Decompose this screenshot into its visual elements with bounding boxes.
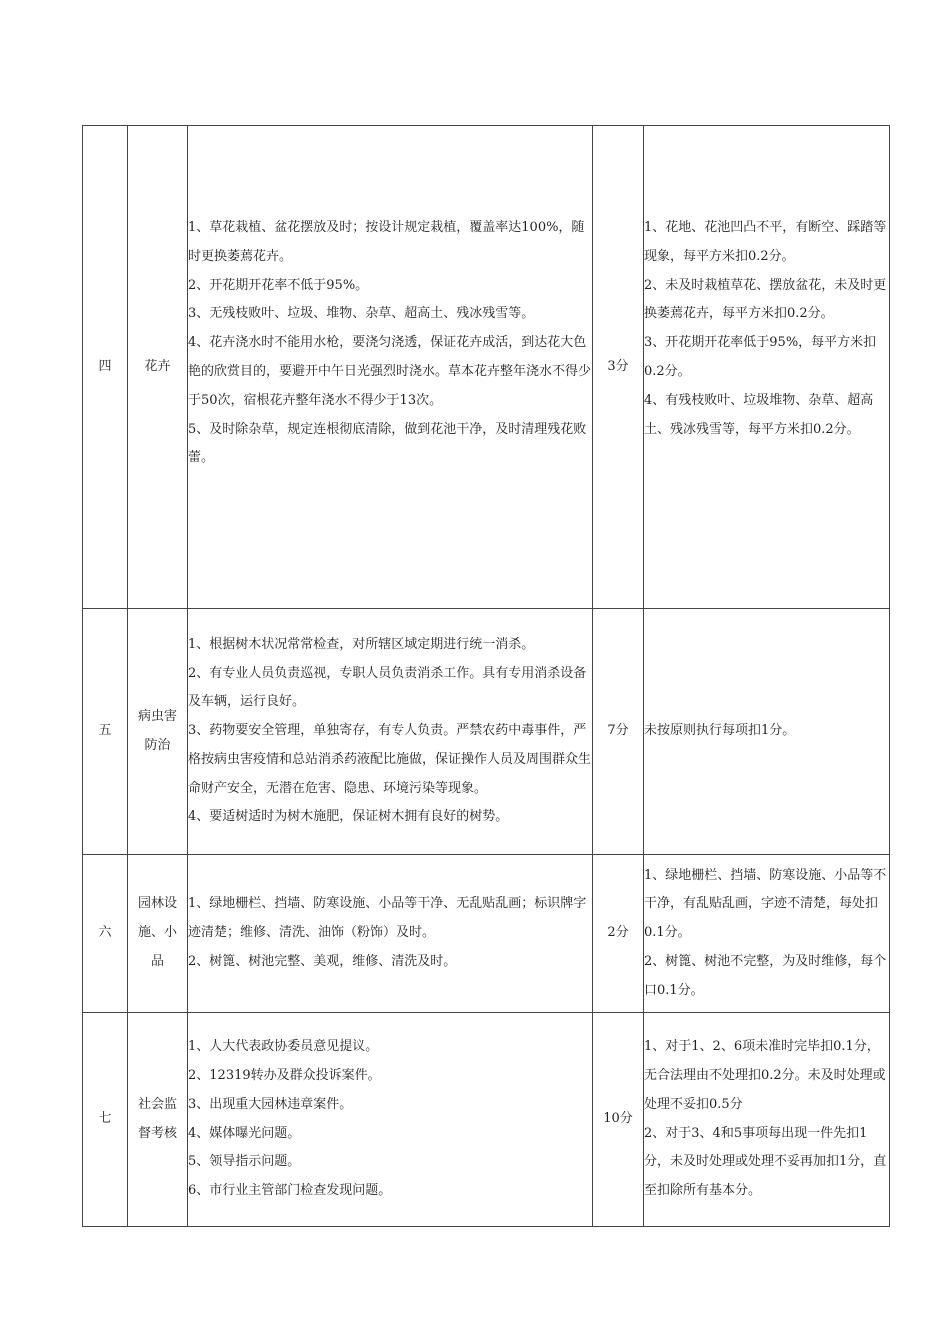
requirement-item: 6、市行业主管部门检查发现问题。: [188, 1183, 392, 1199]
row-category: 园林设 施、小 品: [128, 855, 188, 1013]
row-deductions: [644, 126, 890, 609]
row-number: 六: [83, 855, 128, 1013]
deduction-item: 2、未及时栽植草花、摆放盆花，未及时更换萎蔫花卉，每平方米扣0.2分。: [644, 277, 887, 322]
table-row: [83, 609, 890, 855]
requirement-item: 4、花卉浇水时不能用水枪，要浇匀浇透，保证花卉成活，到达花大色艳的欣赏目的，要避开中午日光强烈时浇水。草本花卉整年浇水不得少于50次，宿根花卉整年浇水不得少于13次。: [188, 335, 592, 408]
deduction-item: 未按原则执行每项扣1分。: [644, 723, 796, 739]
requirement-item: 1、人大代表政协委员意见提议。: [188, 1039, 379, 1055]
requirement-item: 1、草花栽植、盆花摆放及时；按设计规定栽植，覆盖率达100%，随时更换萎蔫花卉。: [188, 220, 585, 264]
row-requirements: [188, 609, 593, 855]
requirement-item: 3、出现重大园林违章案件。: [188, 1096, 353, 1112]
requirement-item: 2、开花期开花率不低于95%。: [188, 277, 369, 293]
deduction-item: 1、绿地栅栏、挡墙、防寒设施、小品等不干净，有乱贴乱画，字迹不清楚，每处扣0.1分。: [644, 867, 887, 941]
row-number: 七: [83, 1013, 128, 1227]
assessment-table: [82, 125, 890, 1227]
row-score: 3分: [593, 126, 644, 609]
row-deductions: [644, 1013, 890, 1227]
requirement-item: 3、药物要安全管理，单独寄存，有专人负责。严禁农药中毒事件，严格按病虫害疫情和总站消杀药液配比施做，保证操作人员及周围群众生命财产安全，无潜在危害、隐患、环境污染等现象。: [188, 723, 592, 796]
row-score: 2分: [593, 855, 644, 1013]
requirement-item: 2、树篦、树池完整、美观，维修、清洗及时。: [188, 953, 457, 969]
requirement-item: 2、12319转办及群众投诉案件。: [188, 1067, 381, 1083]
requirement-item: 1、根据树木状况常常检查，对所辖区域定期进行统一消杀。: [188, 636, 535, 652]
row-number: 四: [83, 126, 128, 609]
row-requirements: [188, 126, 593, 609]
requirement-item: 4、要适树适时为树木施肥，保证树木拥有良好的树势。: [188, 809, 509, 825]
table-row: [83, 1013, 890, 1227]
row-category: 社会监 督考核: [128, 1013, 188, 1227]
row-requirements: [188, 1013, 593, 1227]
requirement-item: 5、领导指示问题。: [188, 1154, 301, 1170]
row-score: 7分: [593, 609, 644, 855]
row-deductions: [644, 609, 890, 855]
row-deductions: [644, 855, 890, 1013]
table-row: [83, 855, 890, 1013]
deduction-item: 4、有残枝败叶、垃圾堆物、杂草、超高土、残冰残雪等，每平方米扣0.2分。: [644, 392, 874, 437]
requirement-item: 1、绿地栅栏、挡墙、防寒设施、小品等干净、无乱贴乱画；标识牌字迹清楚；维修、清洗、油饰（粉饰）及时。: [188, 896, 587, 941]
requirement-item: 3、无残枝败叶、垃圾、堆物、杂草、超高土、残冰残雪等。: [188, 306, 535, 322]
deduction-item: 2、树篦、树池不完整，为及时维修，每个口0.1分。: [644, 953, 887, 998]
requirement-item: 5、及时除杂草，规定连根彻底清除，做到花池干净，及时清理残花败蕾。: [188, 421, 587, 466]
row-category: 花卉: [128, 126, 188, 609]
row-number: 五: [83, 609, 128, 855]
requirement-item: 4、媒体曝光问题。: [188, 1125, 301, 1141]
row-requirements: [188, 855, 593, 1013]
deduction-item: 1、对于1、2、6项未准时完毕扣0.1分，无合法理由不处理扣0.2分。未及时处理或处理不妥扣0.5分: [644, 1039, 886, 1112]
row-score: 10分: [593, 1013, 644, 1227]
deduction-item: 2、对于3、4和5事项每出现一件先扣1分，未及时处理或处理不妥再加扣1分，直至扣除所有基本分。: [644, 1125, 887, 1199]
table-row: [83, 126, 890, 609]
deduction-item: 1、花地、花池凹凸不平，有断空、踩踏等现象，每平方米扣0.2分。: [644, 220, 887, 264]
deduction-item: 3、开花期开花率低于95%，每平方米扣0.2分。: [644, 335, 877, 379]
requirement-item: 2、有专业人员负责巡视，专职人员负责消杀工作。具有专用消杀设备及车辆，运行良好。: [188, 665, 587, 710]
row-category: 病虫害 防治: [128, 609, 188, 855]
